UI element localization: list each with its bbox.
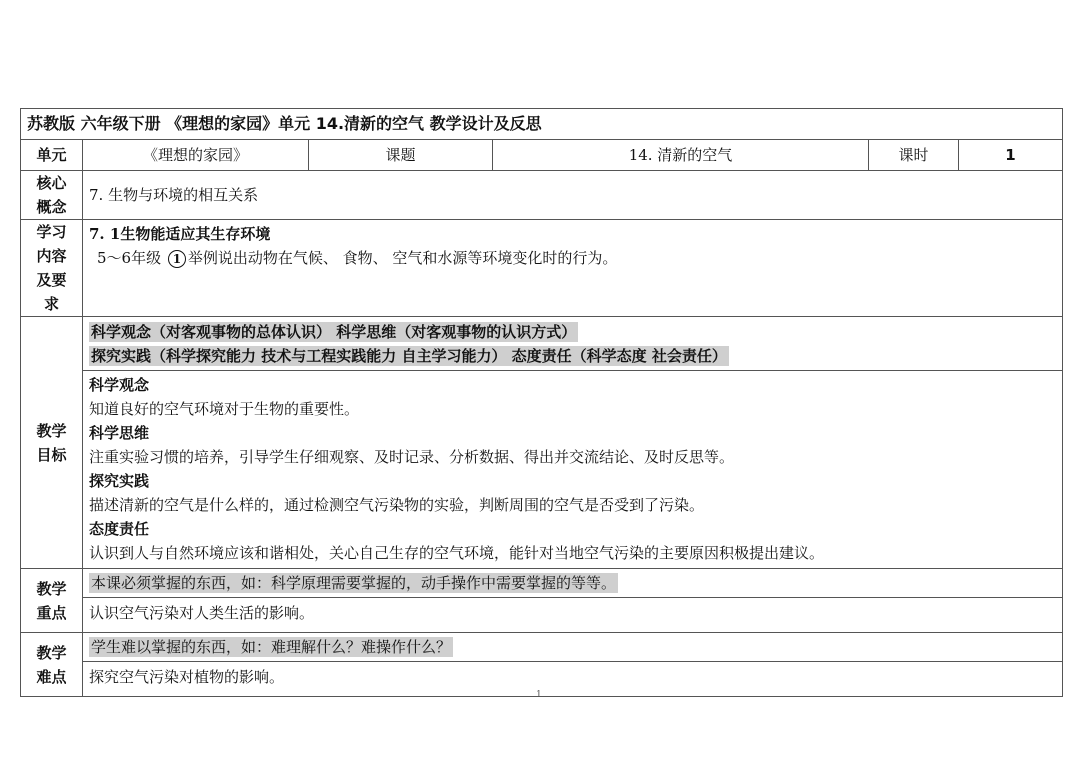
unit-label: 单元 (21, 140, 83, 171)
period-value: 1 (959, 140, 1063, 171)
topic-value: 14. 清新的空气 (493, 140, 869, 171)
content-requirement: 5～6年级 1 举例说出动物在气候、 食物、 空气和水源等环境变化时的行为。 (97, 249, 618, 267)
core-concept-row (21, 171, 1063, 220)
title-row (21, 109, 1063, 140)
learning-content-value (83, 220, 1063, 317)
key-points-content (83, 569, 1063, 633)
objective-title: 态度责任 (89, 520, 150, 538)
page-number: 1 (536, 690, 542, 700)
difficulties-value: 探究空气污染对植物的影响。 (89, 668, 285, 686)
key-points-value: 认识空气污染对人类生活的影响。 (89, 604, 315, 622)
key-points-label: 教学 重点 (21, 569, 83, 633)
objective-text: 注重实验习惯的培养，引导学生仔细观察、及时记录、分析数据、得出并交流结论、及时反思等。 (89, 448, 735, 466)
header-row (21, 140, 1063, 171)
key-points-hint: 本课必须掌握的东西，如：科学原理需要掌握的，动手操作中需要掌握的等等。 (91, 574, 617, 592)
key-points-row (21, 569, 1063, 633)
objective-text: 描述清新的空气是什么样的，通过检测空气污染物的实验，判断周围的空气是否受到了污染。 (89, 496, 705, 514)
document-title: 苏教版 六年级下册 《理想的家园》单元 14.清新的空气 教学设计及反思 (21, 109, 1063, 140)
difficulties-row (21, 633, 1063, 697)
objective-text: 认识到人与自然环境应该和谐相处，关心自己生存的空气环境，能针对当地空气污染的主要原因积极提出建议。 (89, 544, 825, 562)
difficulties-hint: 学生难以掌握的东西，如：难理解什么？难操作什么？ (91, 638, 452, 656)
circled-number-icon: 1 (168, 250, 186, 268)
difficulties-content (83, 633, 1063, 697)
objectives-hint-line-1: 科学观念（对客观事物的总体认识） 科学思维（对客观事物的认识方式） (91, 323, 577, 341)
objectives-label: 教学 目标 (21, 317, 83, 569)
objectives-hint (83, 317, 1062, 371)
learning-content-label: 学习 内容 及要 求 (21, 220, 83, 317)
period-label: 课时 (869, 140, 959, 171)
objectives-list (83, 371, 1062, 567)
lesson-plan-table (20, 108, 1063, 697)
objective-title: 探究实践 (89, 472, 150, 490)
difficulties-label: 教学 难点 (21, 633, 83, 697)
unit-value: 《理想的家园》 (83, 140, 309, 171)
learning-content-row (21, 220, 1063, 317)
objective-text: 知道良好的空气环境对于生物的重要性。 (89, 400, 360, 418)
objectives-content (83, 317, 1063, 569)
objective-title: 科学观念 (89, 376, 150, 394)
objectives-hint-line-2: 探究实践（科学探究能力 技术与工程实践能力 自主学习能力） 态度责任（科学态度 社会责任） (91, 347, 727, 365)
content-heading: 7. 1生物能适应其生存环境 (89, 225, 271, 243)
topic-label: 课题 (309, 140, 493, 171)
objectives-row (21, 317, 1063, 569)
objective-title: 科学思维 (89, 424, 150, 442)
core-concept-label: 核心 概念 (21, 171, 83, 220)
core-concept-value: 7. 生物与环境的相互关系 (83, 171, 1063, 220)
